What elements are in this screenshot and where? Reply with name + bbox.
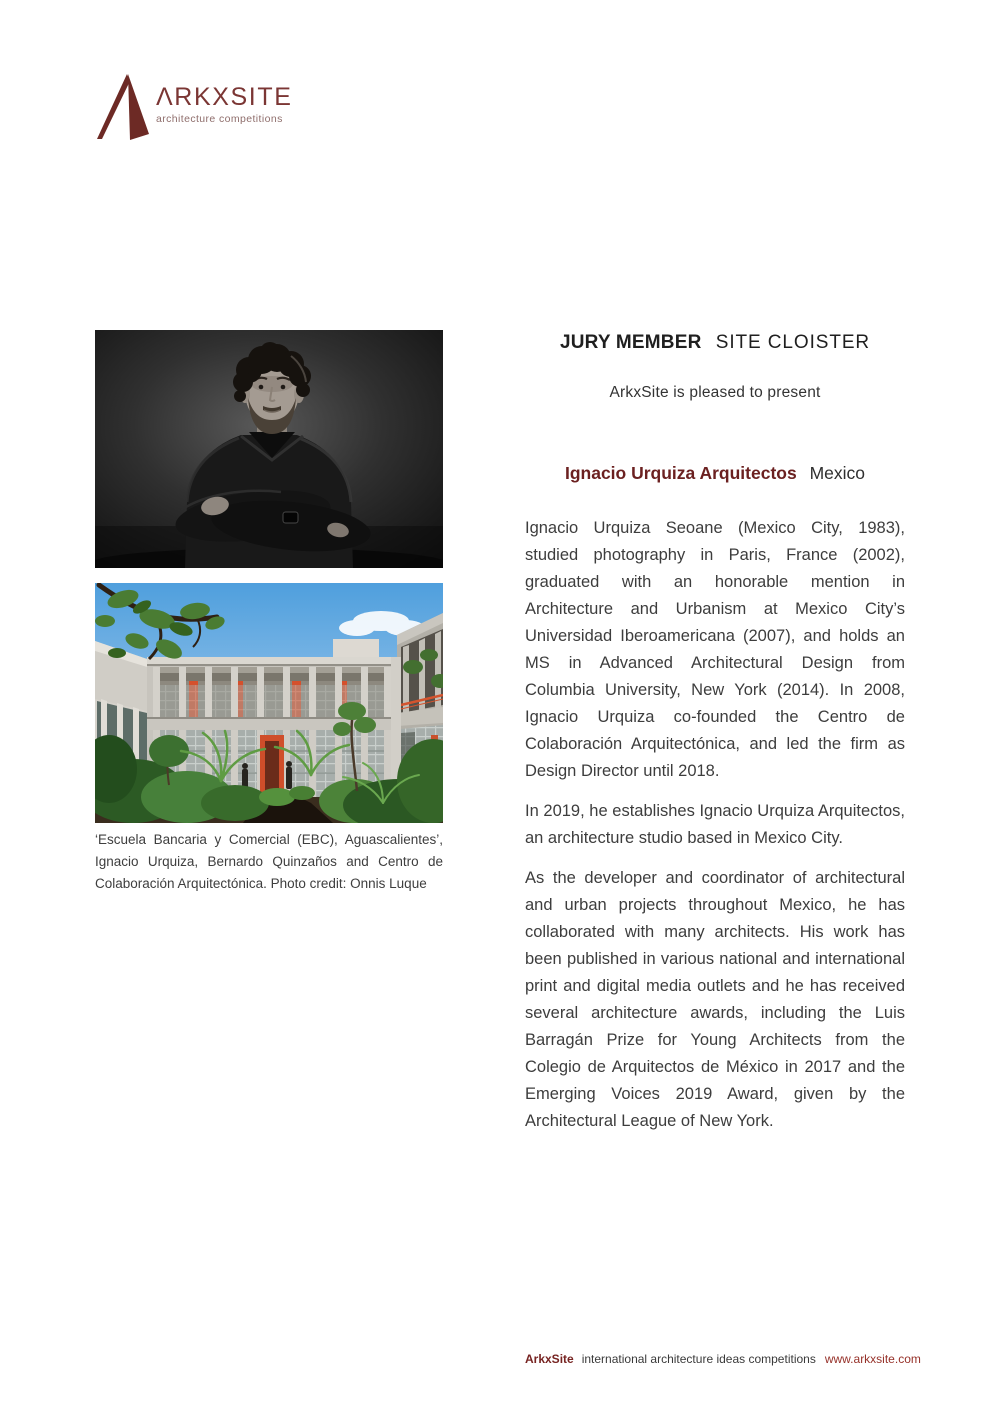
bio-paragraph-3: As the developer and coordinator of architectural and urban projects throughout Mexico, he has collaborated with many architects. His work has been published in various national and international print and digital media outlets and he has received several architecture awards, including the Luis Barragán Prize for Young Architects from the Colegio de Arquitectos de México in 2017 and the Emerging Voices 2019 Award, given by the Architectural League of New York. [525, 869, 905, 1130]
bio-text [525, 515, 905, 1135]
logo-wordmark: ΛRKXSITE [156, 83, 293, 111]
announcement-column [525, 331, 905, 1135]
competition-name: SITE CLOISTER [715, 332, 871, 353]
ebc-courtyard-photo [95, 583, 443, 823]
jury-member-name: Ignacio Urquiza Arquitectos [564, 463, 797, 483]
arkxsite-logo-mark-icon [95, 72, 151, 145]
logo-text-block [156, 84, 292, 125]
intro-line: ArkxSite is pleased to present [609, 384, 821, 401]
logo-tagline: architecture competitions [156, 113, 283, 125]
jury-member-label: JURY MEMBER [559, 332, 702, 353]
footer-brand: ArkxSite [525, 1352, 574, 1366]
page-title [525, 331, 905, 355]
jury-member-country: Mexico [809, 463, 866, 483]
footer [525, 1352, 921, 1366]
bio-paragraph-2: In 2019, he establishes Ignacio Urquiza Arquitectos, an architecture studio based in Mexico City. [525, 802, 905, 847]
bio-paragraph-1: Ignacio Urquiza Seoane (Mexico City, 1983), studied photography in Paris, France (2002), graduated with an honorable mention in Architecture and Urbanism at Mexico City’s Universidad Iberoamericana (2007), and holds an MS in Advanced Architectural Design from Columbia University, New York (2014). In 2008, Ignacio Urquiza co-founded the Centro de Colaboración Arquitectónica, and led the firm as Design Director until 2018. [525, 519, 905, 780]
jury-member-name-line [525, 462, 905, 484]
jury-member-portrait-photo [95, 330, 443, 568]
footer-description: international architecture ideas competitions [581, 1352, 816, 1366]
footer-website-link[interactable]: www.arkxsite.com [824, 1352, 921, 1366]
photo-caption: ‘Escuela Bancaria y Comercial (EBC), Aguascalientes’, Ignacio Urquiza, Bernardo Quinzaños and Centro de Colaboración Arquitectónica. Photo credit: Onnis Luque [95, 832, 443, 891]
